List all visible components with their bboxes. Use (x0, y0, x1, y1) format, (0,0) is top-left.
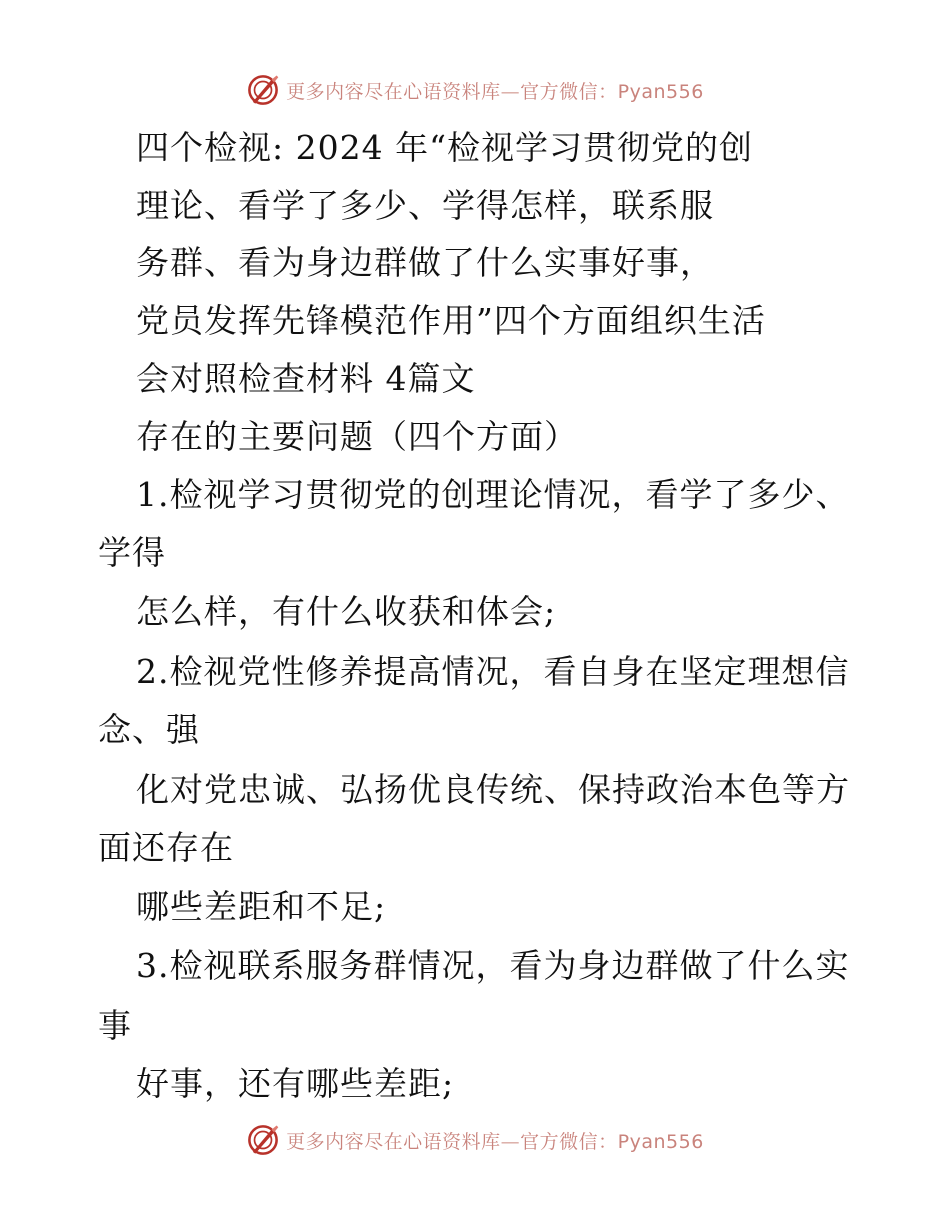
text-line: 务群、看为身边群做了什么实事好事， (136, 243, 714, 282)
text-line: 存在的主要问题（四个方面） (136, 417, 578, 456)
text-line: 好事，还有哪些差距; (136, 1064, 455, 1103)
text-line: 学得 (98, 533, 166, 572)
text-line: 念、强 (98, 710, 200, 749)
text-line: 2.检视党性修养提高情况，看自身在坚定理想信 (136, 652, 850, 691)
text-line: 党员发挥先锋模范作用”四个方面组织生活 (136, 301, 766, 340)
text-line: 化对党忠诚、弘扬优良传统、保持政治本色等方 (136, 770, 850, 809)
watermark-text: 更多内容尽在心语资料库—官方微信：Pyan556 (286, 1130, 704, 1153)
text-line: 怎么样，有什么收获和体会; (136, 592, 557, 631)
quill-logo-icon (246, 1123, 280, 1157)
text-line: 会对照检查材料 4篇文 (136, 359, 476, 398)
text-line: 理论、看学了多少、学得怎样，联系服 (136, 186, 714, 225)
text-line: 3.检视联系服务群情况，看为身边群做了什么实 (136, 946, 850, 985)
text-line: 面还存在 (98, 828, 234, 867)
watermark-header (0, 70, 950, 110)
text-line: 哪些差距和不足; (136, 887, 387, 926)
quill-logo-icon (246, 73, 280, 107)
watermark-footer (0, 1120, 950, 1160)
watermark-text: 更多内容尽在心语资料库—官方微信：Pyan556 (286, 80, 704, 103)
text-line: 四个检视: 2024 年“检视学习贯彻党的创 (136, 128, 753, 167)
text-line: 事 (98, 1006, 132, 1045)
text-line: 1.检视学习贯彻党的创理论情况，看学了多少、 (136, 475, 850, 514)
